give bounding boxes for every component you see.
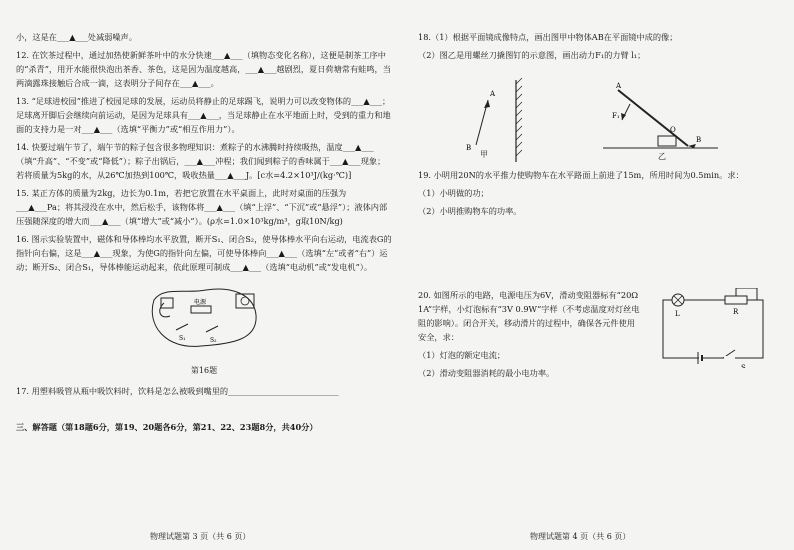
question-17: 17. 用塑料吸管从瓶中吸饮料时，饮料是怎么被吸到嘴里的___________________________ [16, 386, 339, 396]
svg-text:B: B [696, 136, 702, 144]
figure-20-circuit [653, 288, 773, 368]
question-19: 19. 小明用20N的水平推力使购物车在水平路面上前进了15m，所用时间为0.5min。求： [418, 170, 744, 180]
circuit-diagram [653, 288, 773, 368]
question-20: 20. 如图所示的电路，电源电压为6V，滑动变阻器标有“20Ω 1A”字样，小灯泡标有“3V 0.9W”字样（不考虑温度对灯丝电阻的影响）。闭合开关，移动滑片的过程中，确保各元件使用安全，求： [418, 290, 640, 342]
rheostat-shape [725, 296, 747, 304]
power-source-shape [191, 306, 211, 313]
question-19-part2: （2）小明推购物车的功率。 [418, 206, 522, 216]
svg-text:L: L [675, 310, 680, 318]
question-20-part1: （1）灯泡的额定电流； [418, 350, 506, 360]
section-3-heading: 三、解答题（第18题6分，第19、20题各6分，第21、22、23题8分，共40分） [16, 422, 318, 432]
question-18-part2: （2）图乙是用螺丝刀撬图钉的示意图，画出动力F₁的力臂 l₁； [418, 50, 646, 60]
figure-18 [418, 70, 778, 162]
figure-16-diagram [146, 280, 266, 360]
figure-16-caption: 第16题 [190, 366, 218, 375]
question-12: 12. 在饮茶过程中，通过加热使新鲜茶叶中的水分快速___▲___（填物态变化名称），这便是制茶工序中的“杀青”，用开水能很快泡出茶香、茶色，这是因为温度越高，___▲___越剧烈，夏日荷塘常有蛙鸣，当两滴露珠接触后合成一滴，这表明分子间存在___▲___。 [16, 50, 391, 88]
svg-text:A: A [490, 90, 496, 98]
question-20-part2: （2）滑动变阻器消耗的最小电功率。 [418, 368, 555, 378]
footer-left: 物理试题第 3 页（共 6 页） [150, 532, 251, 541]
svg-text:S₁: S₁ [179, 335, 186, 342]
magnet-shape [161, 298, 173, 308]
question-16: 16. 图示实验装置中，磁体和导体棒均水平放置，断开S₁、闭合S₂，使导体棒水平向右运动，电流表G的指针向右偏，这是___▲___现象，为使G的指针向左偏，可使导体棒向___▲___（选填“左”或者“右”）运动；断开S₂、闭合S₁，导体棒能运动起来，依此原理可制成___▲___（选填“电动机”或“发电机”）。 [16, 234, 392, 272]
svg-text:R: R [733, 308, 739, 316]
svg-text:B: B [466, 144, 472, 152]
figure-yi-label: 乙 [658, 152, 666, 161]
question-15: 15. 某正方体的质量为2kg，边长为0.1m，若把它放置在水平桌面上，此时对桌面的压强为___▲___Pa；将其浸没在水中，然后松手，该物体将___▲___（填“上浮”、“下沉”或“悬浮”）；液体内部压强随深度的增大而___▲___（填“增大”或“减小”）。(ρ水=1.0×10³kg/m³，g取10N/kg) [16, 188, 388, 226]
svg-text:S: S [741, 364, 746, 368]
power-label: 电源 [194, 299, 207, 306]
svg-text:O: O [670, 126, 676, 134]
figure-18-diagrams [418, 70, 778, 162]
question-20-block [418, 288, 778, 380]
svg-text:A: A [616, 82, 622, 90]
footer-right: 物理试题第 4 页（共 6 页） [530, 532, 631, 541]
left-column [16, 30, 392, 438]
right-column [418, 30, 778, 384]
figure-16 [146, 280, 266, 360]
question-13: 13. “足球进校园”推进了校园足球的发展，运动员将静止的足球踢飞，说明力可以改变物体的___▲___；足球离开脚后会继续向前运动，是因为足球具有___▲___，当足球静止在水平地面上时，受到的重力和地面的支持力是一对___▲___（选填“平衡力”或“相互作用力”）。 [16, 96, 391, 134]
svg-text:F₁: F₁ [612, 112, 620, 120]
svg-text:S₂: S₂ [210, 337, 217, 344]
figure-jia-label: 甲 [480, 150, 488, 159]
question-18-part1: 18.（1）根据平面镜成像特点，画出图甲中物体AB在平面镜中成的像； [418, 32, 678, 42]
question-19-part1: （1）小明做的功； [418, 188, 489, 198]
question-14: 14. 快要过端午节了，端午节的粽子包含很多物理知识：煮粽子的水沸腾时持续吸热，温度___▲___（填“升高”、“不变”或“降低”）；粽子出锅后，___▲___冲程；我们闻到粽子的香味属于___▲___现象；若将质量为5kg的水，从26℃加热到100℃，吸收热量___▲___J。[c水=4.2×10³J/(kg·℃)] [16, 142, 386, 180]
question-continuation: 小，这是在___▲___处减弱噪声。 [16, 32, 137, 42]
